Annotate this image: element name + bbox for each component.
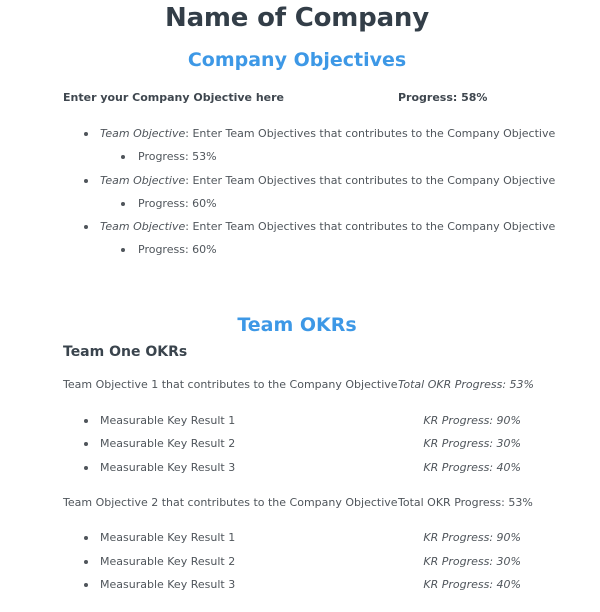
bullet-icon (84, 466, 88, 470)
bullet-icon (84, 179, 88, 183)
key-result-progress: KR Progress: 40% (423, 578, 521, 591)
okr-total-progress: Total OKR Progress: 53% (398, 496, 533, 509)
key-result-label: Measurable Key Result 2 (100, 437, 236, 450)
okr-objective-label: Team Objective 2 that contributes to the Company Objective (63, 496, 398, 509)
bullet-icon (84, 583, 88, 587)
team-objective-progress: Progress: 60% (138, 243, 217, 256)
page-title: Name of Company (165, 3, 429, 33)
team-objective-text: : Enter Team Objectives that contributes to the Company Objective (185, 220, 556, 233)
company-progress-label: Progress: 58% (398, 91, 488, 104)
key-result-label: Measurable Key Result 3 (100, 578, 236, 591)
bullet-icon (121, 202, 125, 206)
key-result-progress: KR Progress: 90% (423, 531, 521, 544)
team-objective-prefix: Team Objective (100, 127, 186, 140)
bullet-icon (121, 155, 125, 159)
key-result-label: Measurable Key Result 1 (100, 414, 236, 427)
team-objective-prefix: Team Objective (100, 220, 186, 233)
bullet-icon (121, 248, 125, 252)
key-result-progress: KR Progress: 30% (423, 437, 521, 450)
team-name-heading: Team One OKRs (63, 344, 188, 360)
key-result-label: Measurable Key Result 2 (100, 555, 236, 568)
team-okrs-heading: Team OKRs (237, 314, 357, 336)
bullet-icon (84, 536, 88, 540)
team-objective-text: : Enter Team Objectives that contributes to the Company Objective (185, 127, 556, 140)
team-objective-prefix: Team Objective (100, 174, 186, 187)
bullet-icon (84, 419, 88, 423)
key-result-progress: KR Progress: 40% (423, 461, 521, 474)
bullet-icon (84, 442, 88, 446)
bullet-icon (84, 560, 88, 564)
bullet-icon (84, 225, 88, 229)
company-objectives-heading: Company Objectives (187, 49, 407, 71)
key-result-progress: KR Progress: 90% (423, 414, 521, 427)
key-result-label: Measurable Key Result 3 (100, 461, 236, 474)
key-result-progress: KR Progress: 30% (423, 555, 521, 568)
key-result-label: Measurable Key Result 1 (100, 531, 236, 544)
bullet-icon (84, 132, 88, 136)
okr-objective-label: Team Objective 1 that contributes to the Company Objective (63, 378, 398, 391)
okr-total-progress: Total OKR Progress: 53% (398, 378, 534, 391)
team-objective-progress: Progress: 53% (138, 150, 217, 163)
team-objective-progress: Progress: 60% (138, 197, 217, 210)
team-objective-text: : Enter Team Objectives that contributes to the Company Objective (185, 174, 556, 187)
company-objective-label: Enter your Company Objective here (63, 91, 284, 104)
